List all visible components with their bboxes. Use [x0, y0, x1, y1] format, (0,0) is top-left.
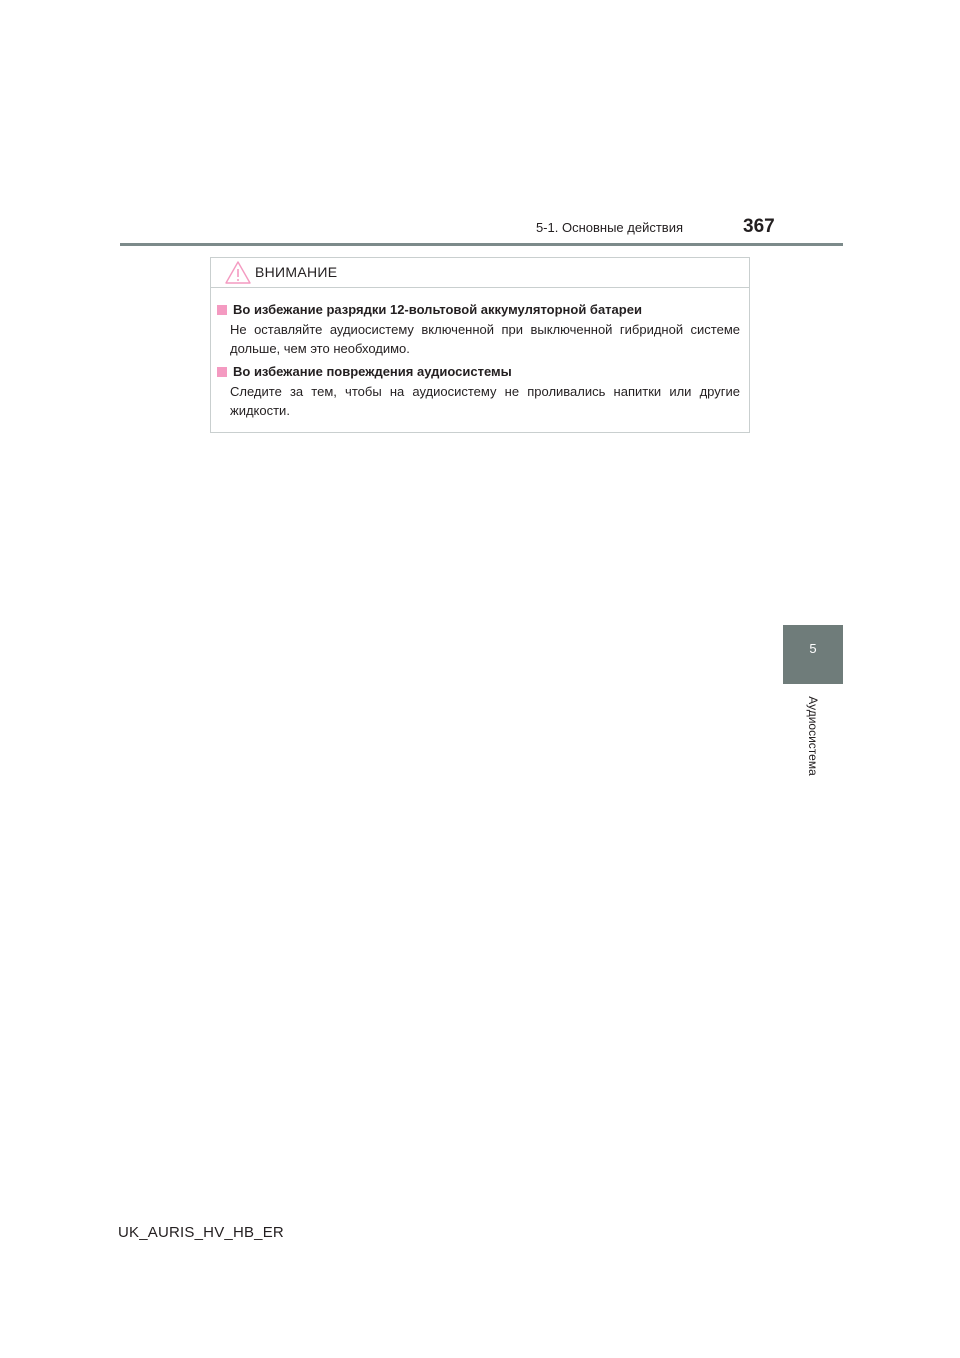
body-line: жидкости. — [230, 403, 290, 418]
section-heading-text: Во избежание повреждения аудиосистемы — [233, 364, 512, 379]
body-line: дольше, чем это необходимо. — [230, 341, 410, 356]
caution-box — [210, 257, 750, 433]
chapter-tab — [783, 625, 843, 684]
section-heading — [217, 302, 642, 317]
page-number: 367 — [743, 216, 775, 237]
footer-code: UK_AURIS_HV_HB_ER — [118, 1224, 284, 1241]
body-line: Не оставляйте аудиосистему включенной при выключенной гибридной системе — [230, 322, 740, 337]
bullet-square-icon — [217, 367, 227, 377]
section-heading-text: Во избежание разрядки 12-вольтовой аккумуляторной батареи — [233, 302, 642, 317]
section-heading — [217, 364, 512, 379]
warning-triangle-icon — [225, 261, 251, 284]
chapter-label: Аудиосистема — [806, 696, 820, 776]
body-line: Следите за тем, чтобы на аудиосистему не проливались напитки или другие — [230, 384, 740, 399]
header-rule — [120, 243, 843, 246]
section-title: 5-1. Основные действия — [535, 220, 683, 235]
bullet-square-icon — [217, 305, 227, 315]
caution-header — [211, 258, 749, 288]
caution-label: ВНИМАНИЕ — [255, 264, 338, 280]
chapter-number: 5 — [809, 641, 817, 656]
